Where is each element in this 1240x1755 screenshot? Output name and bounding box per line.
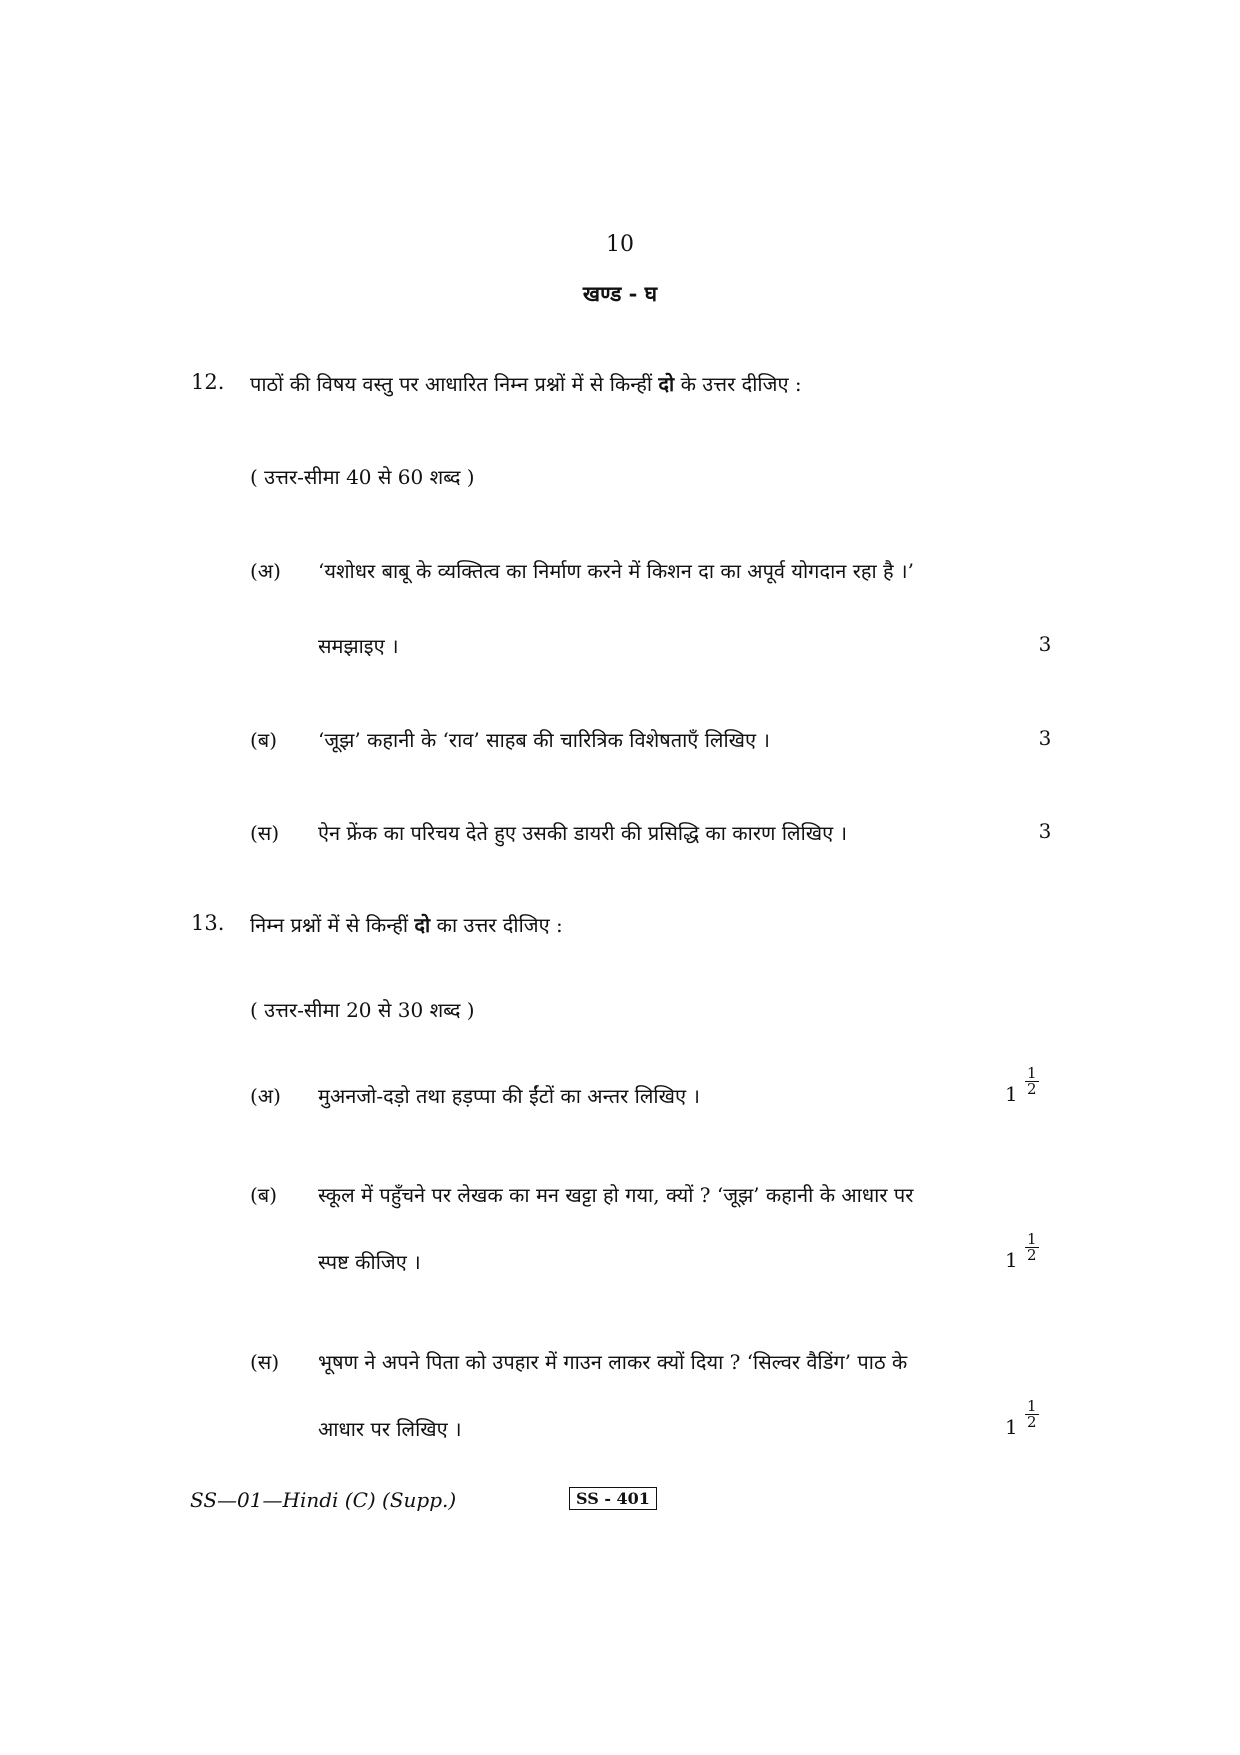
footer-code-box: SS - 401 [569, 1487, 657, 1510]
marks-numerator: 1 [1027, 1064, 1037, 1082]
part-label: (अ) [250, 1084, 281, 1108]
footer-paper-id: SS—01—Hindi (C) (Supp.) [190, 1488, 457, 1512]
marks-whole: 1 [1005, 1415, 1018, 1439]
part-text-continued: स्पष्ट कीजिए । [318, 1250, 421, 1274]
part-text-continued: समझाइए । [318, 634, 399, 658]
marks-fraction [1025, 1066, 1039, 1097]
page-number: 10 [606, 232, 634, 257]
part-text: ऐन फ्रेंक का परिचय देते हुए उसकी डायरी की प्रसिद्धि का कारण लिखिए । [318, 821, 848, 845]
part-label: (अ) [250, 559, 281, 583]
question-number: 13. [191, 911, 225, 935]
part-text: मुअनजो-दड़ो तथा हड़प्पा की ईंटों का अन्तर लिखिए । [318, 1084, 700, 1108]
part-text: भूषण ने अपने पिता को उपहार में गाउन लाकर क्यों दिया ? ‘सिल्वर वैडिंग’ पाठ के [318, 1350, 908, 1374]
part-label: (ब) [250, 1183, 278, 1207]
part-text: ‘जूझ’ कहानी के ‘राव’ साहब की चारित्रिक विशेषताएँ लिखिए । [318, 728, 771, 752]
word-limit: ( उत्तर-सीमा 40 से 60 शब्द ) [250, 465, 475, 489]
question-intro [250, 911, 563, 938]
section-title: खण्ड - घ [582, 281, 658, 306]
question-number: 12. [191, 370, 225, 394]
part-text: ‘यशोधर बाबू के व्यक्तित्व का निर्माण करने में किशन दा का अपूर्व योगदान रहा है ।’ [318, 559, 914, 583]
marks-fraction [1025, 1399, 1039, 1430]
part-marks: 3 [1038, 819, 1052, 843]
marks-numerator: 1 [1027, 1230, 1037, 1248]
part-text-continued: आधार पर लिखिए । [318, 1417, 462, 1441]
marks-denominator: 2 [1027, 1246, 1037, 1264]
part-label: (स) [250, 821, 280, 845]
part-label: (स) [250, 1350, 280, 1374]
marks-fraction [1025, 1232, 1039, 1263]
marks-whole: 1 [1005, 1082, 1018, 1106]
question-intro-tail: के उत्तर दीजिए : [680, 372, 802, 396]
part-marks: 3 [1038, 632, 1052, 656]
part-marks: 3 [1038, 726, 1052, 750]
word-limit: ( उत्तर-सीमा 20 से 30 शब्द ) [250, 998, 475, 1022]
marks-denominator: 2 [1027, 1080, 1037, 1098]
question-intro-bold: दो [658, 372, 675, 396]
question-intro-bold: दो [414, 913, 431, 937]
marks-numerator: 1 [1027, 1397, 1037, 1415]
part-text: स्कूल में पहुँचने पर लेखक का मन खट्टा हो गया, क्यों ? ‘जूझ’ कहानी के आधार पर [318, 1183, 914, 1207]
question-intro-text: निम्न प्रश्नों में से किन्हीं [250, 913, 409, 937]
question-intro-tail: का उत्तर दीजिए : [436, 913, 563, 937]
marks-whole: 1 [1005, 1248, 1018, 1272]
part-label: (ब) [250, 728, 278, 752]
question-intro-text: पाठों की विषय वस्तु पर आधारित निम्न प्रश्नों में से किन्हीं [250, 372, 653, 396]
question-intro [250, 370, 802, 397]
marks-denominator: 2 [1027, 1413, 1037, 1431]
